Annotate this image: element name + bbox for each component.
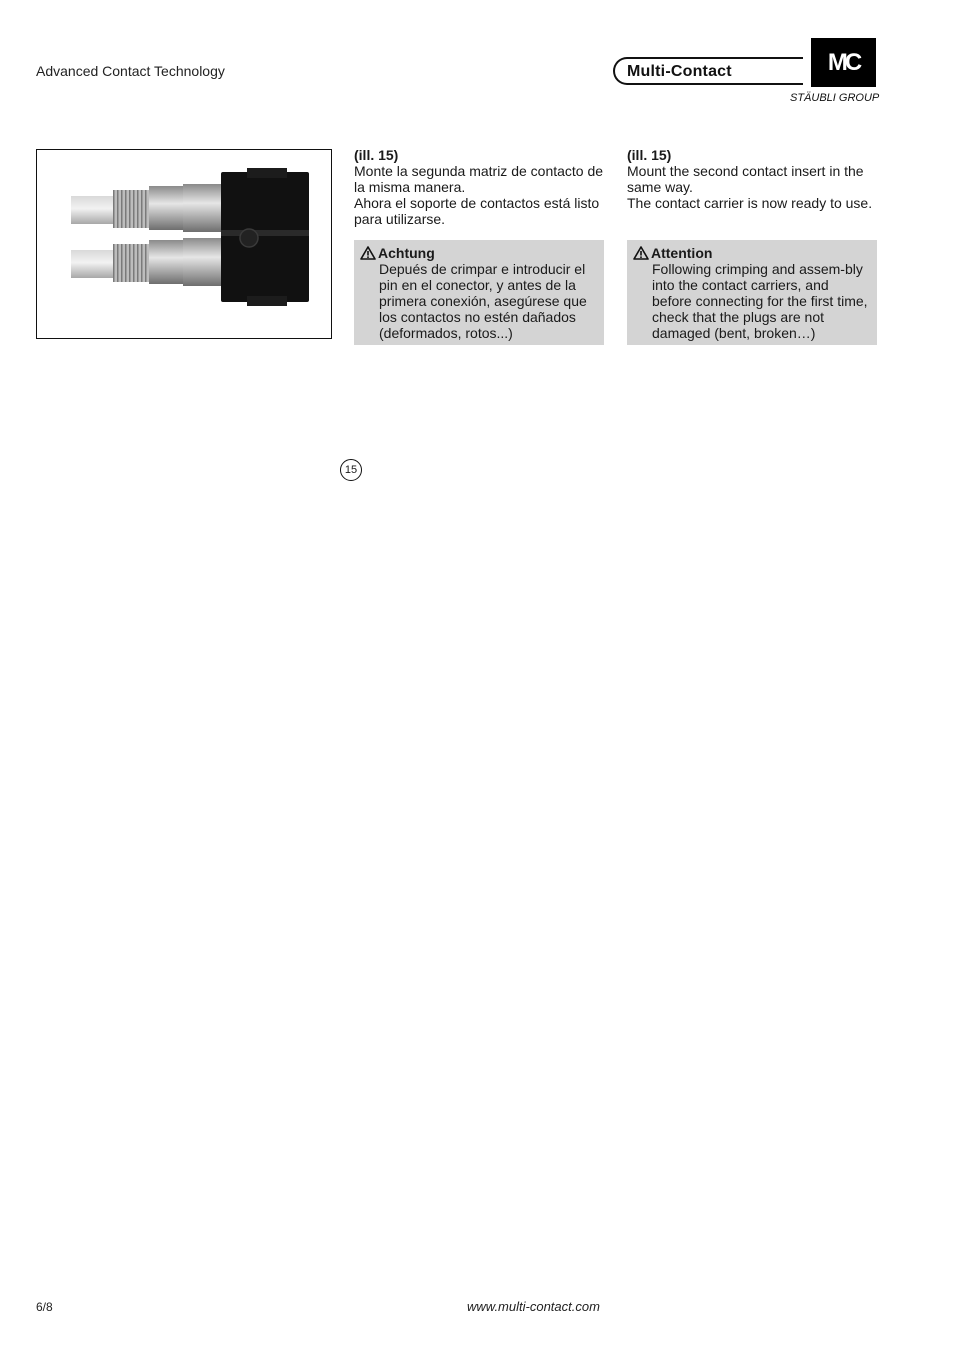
upper-cable xyxy=(71,184,223,232)
contact-carrier xyxy=(221,168,309,306)
spanish-warning-box xyxy=(354,240,604,345)
group-label: STÄUBLI GROUP xyxy=(790,92,880,104)
english-warning-title: Attention xyxy=(651,245,713,261)
page-number: 6/8 xyxy=(36,1300,53,1314)
english-warning-header xyxy=(633,245,871,261)
warning-triangle-icon xyxy=(633,246,649,260)
figure-number-badge: 15 xyxy=(340,459,362,481)
english-ill-ref: (ill. 15) xyxy=(627,147,672,163)
connector-illustration xyxy=(37,150,331,338)
brand-pill xyxy=(613,57,803,85)
spanish-paragraph-1: Monte la segunda matriz de contacto de la misma manera. xyxy=(354,163,604,195)
warning-triangle-icon xyxy=(360,246,376,260)
spanish-warning-body: Depués de crimpar e introducir el pin en el conector, y antes de la primera conexión, asegúrese que los contactos no estén dañados (deformados, rotos...) xyxy=(379,261,587,341)
figure-photo xyxy=(36,149,358,476)
english-paragraph-2: The contact carrier is now ready to use. xyxy=(627,195,873,211)
website-link[interactable]: www.multi-contact.com xyxy=(467,1299,600,1314)
english-warning-box xyxy=(627,240,877,345)
spanish-warning-header xyxy=(360,245,598,261)
english-warning-body: Following crimping and assem-bly into the contact carriers, and before connecting for the first time, check that the plugs are not damaged (bent, broken…) xyxy=(652,261,868,341)
spanish-column xyxy=(354,147,604,227)
mc-logo: MC xyxy=(811,38,876,87)
spanish-paragraph-2: Ahora el soporte de contactos está listo para utilizarse. xyxy=(354,195,600,227)
spanish-ill-ref: (ill. 15) xyxy=(354,147,399,163)
tagline: Advanced Contact Technology xyxy=(36,63,225,79)
brand-name: Multi-Contact xyxy=(627,63,732,80)
english-paragraph-1: Mount the second contact insert in the same way. xyxy=(627,163,864,195)
lower-cable xyxy=(71,238,223,286)
spanish-warning-title: Achtung xyxy=(378,245,435,261)
english-column xyxy=(627,147,877,211)
